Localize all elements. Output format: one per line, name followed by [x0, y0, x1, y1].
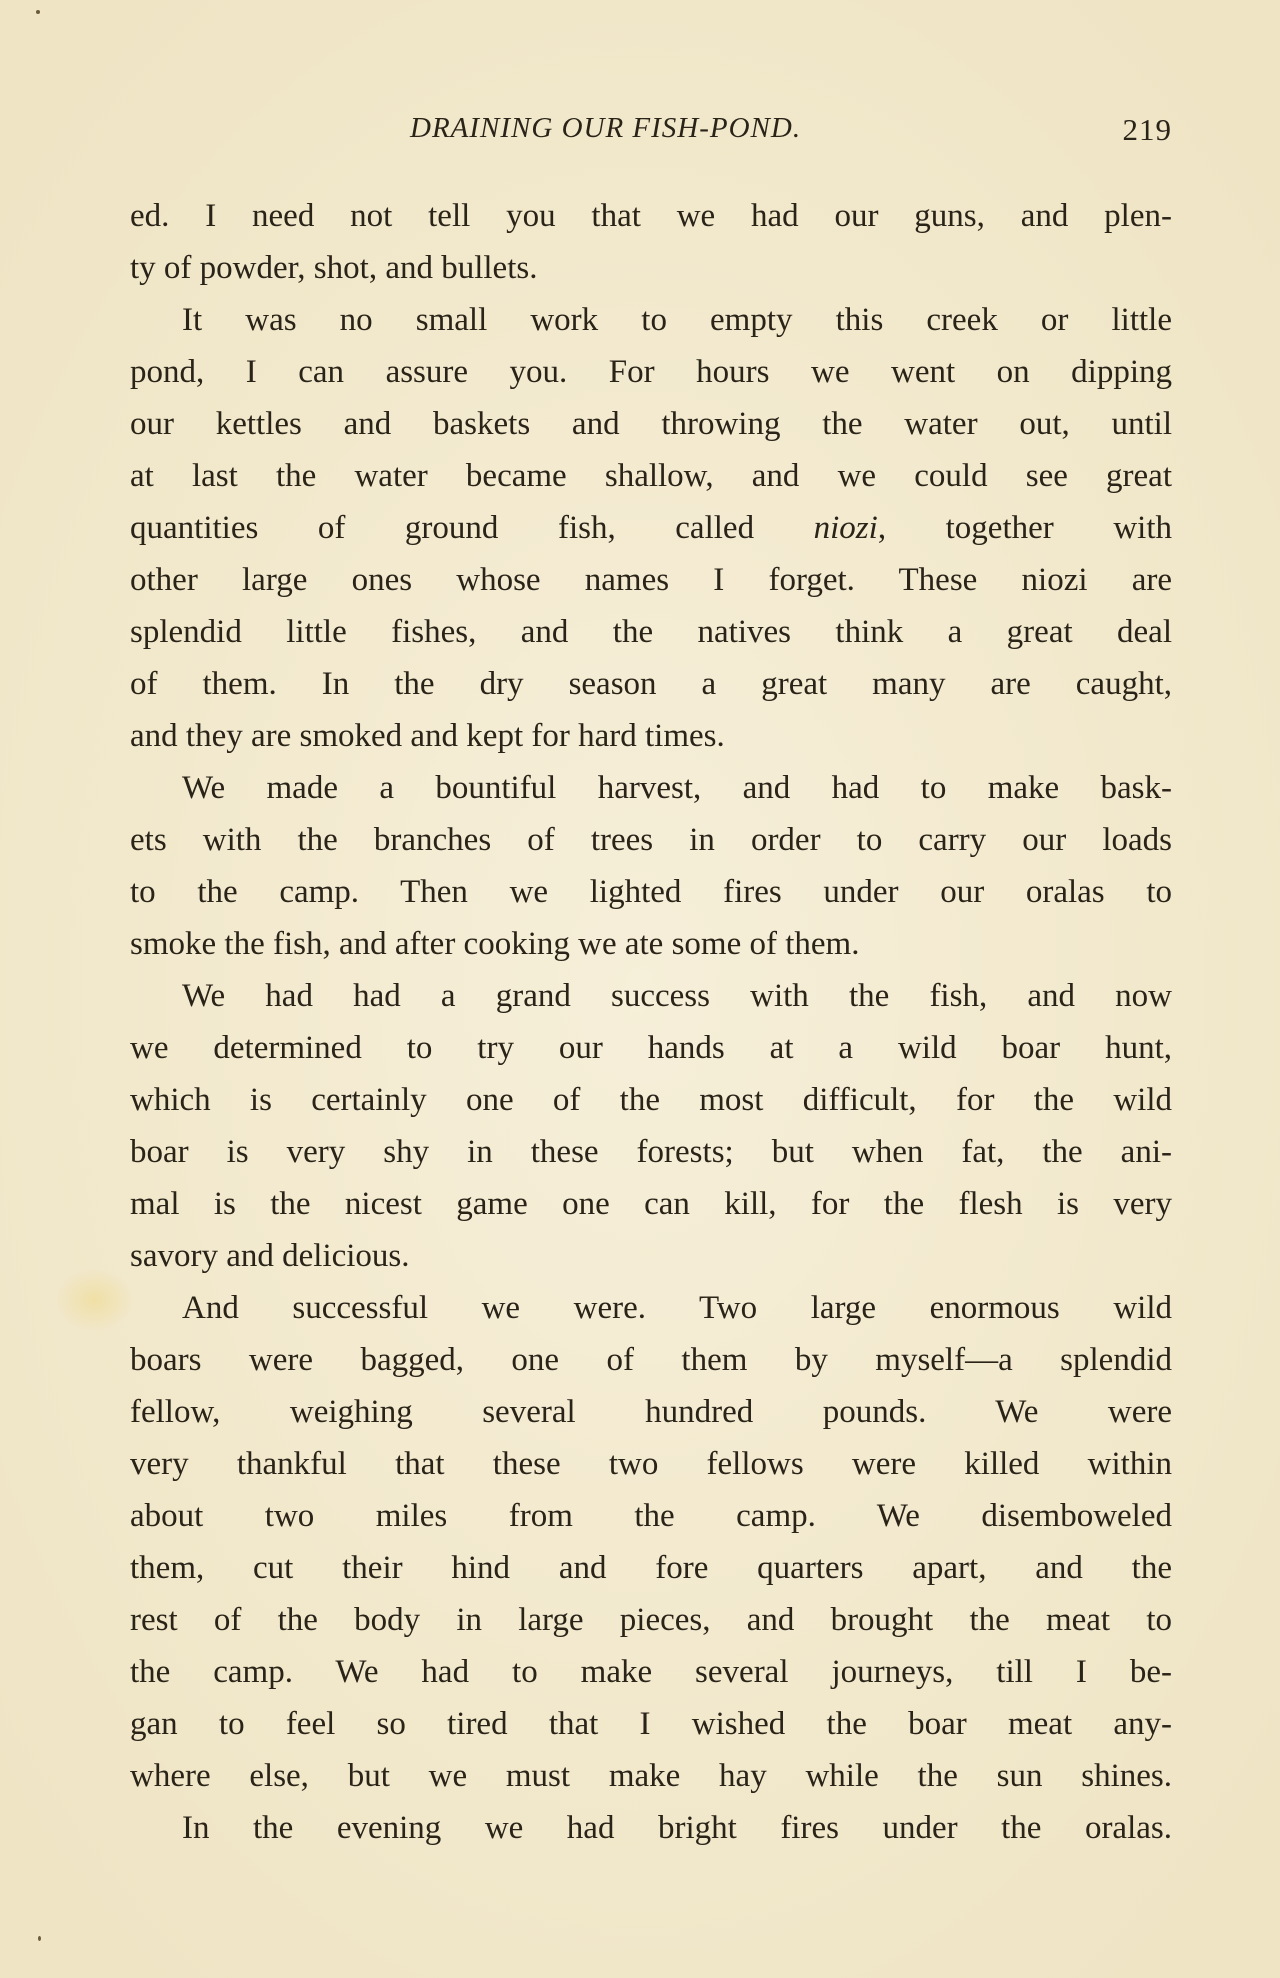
paragraph [130, 1282, 1172, 1802]
text-line: ets with the branches of trees in order to carry our loads [130, 822, 1172, 858]
text-line: our kettles and baskets and throwing the water out, until [130, 406, 1172, 442]
running-head: DRAINING OUR FISH-POND. [410, 112, 802, 144]
text-line: fellow, weighing several hundred pounds. We were [130, 1394, 1172, 1430]
text-line: them, cut their hind and fore quarters apart, and the [130, 1550, 1172, 1586]
paragraph [130, 1802, 1172, 1854]
text-line: savory and delicious. [130, 1238, 410, 1274]
text-line: In the evening we had bright fires under the oralas. [182, 1810, 1172, 1846]
page-number: 219 [1122, 112, 1172, 147]
text-line: smoke the fish, and after cooking we ate some of them. [130, 926, 860, 962]
paragraph [130, 190, 1172, 294]
text-line: We made a bountiful harvest, and had to make bask- [182, 770, 1172, 806]
text-line: pond, I can assure you. For hours we went on dipping [130, 354, 1172, 390]
text-line: boar is very shy in these forests; but when fat, the ani- [130, 1134, 1172, 1170]
text-line: other large ones whose names I forget. These niozi are [130, 562, 1172, 598]
text-line: of them. In the dry season a great many are caught, [130, 666, 1172, 702]
text-line: gan to feel so tired that I wished the boar meat any- [130, 1706, 1172, 1742]
italic-term: niozi [813, 510, 878, 546]
body-text [130, 190, 1172, 1854]
text-line: boars were bagged, one of them by myself—a splendid [130, 1342, 1172, 1378]
text-line: ty of powder, shot, and bullets. [130, 250, 538, 286]
text-line: about two miles from the camp. We disemboweled [130, 1498, 1172, 1534]
text-line: which is certainly one of the most difficult, for the wild [130, 1082, 1172, 1118]
text-line: mal is the nicest game one can kill, for the flesh is very [130, 1186, 1172, 1222]
text-line: It was no small work to empty this creek or little [182, 302, 1172, 338]
print-speck [38, 1936, 41, 1941]
text-line: ed. I need not tell you that we had our guns, and plen- [130, 198, 1172, 234]
text-line: splendid little fishes, and the natives think a great deal [130, 614, 1172, 650]
paragraph [130, 294, 1172, 762]
text-line: to the camp. Then we lighted fires under our oralas to [130, 874, 1172, 910]
page-header [130, 112, 1172, 152]
text-line: at last the water became shallow, and we could see great [130, 458, 1172, 494]
text-line: rest of the body in large pieces, and brought the meat to [130, 1602, 1172, 1638]
text-line: very thankful that these two fellows were killed within [130, 1446, 1172, 1482]
text-line: quantities of ground fish, called niozi, together with [130, 510, 1172, 546]
text-line: And successful we were. Two large enormous wild [182, 1290, 1172, 1326]
text-line: We had had a grand success with the fish, and now [182, 978, 1172, 1014]
text-line: where else, but we must make hay while the sun shines. [130, 1758, 1172, 1794]
text-line: the camp. We had to make several journeys, till I be- [130, 1654, 1172, 1690]
text-line: and they are smoked and kept for hard times. [130, 718, 725, 754]
paragraph [130, 762, 1172, 970]
print-speck [36, 10, 40, 14]
text-line: we determined to try our hands at a wild boar hunt, [130, 1030, 1172, 1066]
paragraph [130, 970, 1172, 1282]
